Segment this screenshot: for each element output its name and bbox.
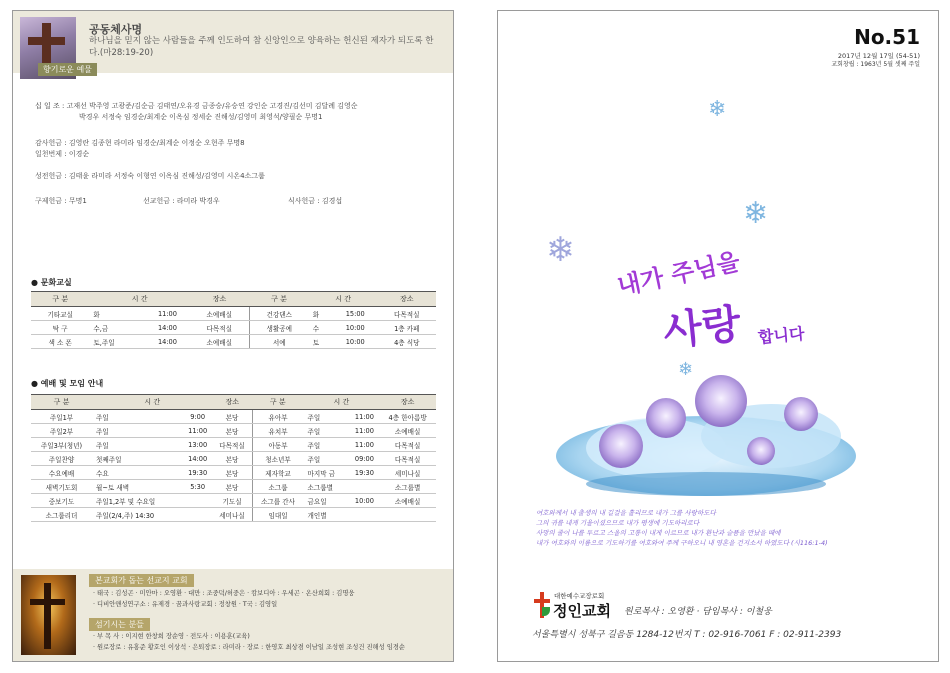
table-cell: 11:00	[145, 307, 190, 321]
column-header: 구 분	[252, 395, 304, 410]
table-header	[31, 292, 436, 307]
column-header: 구 분	[31, 395, 92, 410]
column-header: 구 분	[249, 292, 308, 307]
mission-verse: 하나님을 믿지 않는 사람들을 주께 인도하여 참 신앙인으로 양육하는 헌신된 제자가 되도록 한다.(마28:19-20)	[89, 36, 434, 58]
table-cell	[350, 508, 380, 522]
table-cell: 다목적실	[213, 438, 253, 452]
missions-line-2: · 디비안앤성연구소 : 유제경 · 꿈과사랑교회 : 정창원 · T국 : 김영일	[93, 601, 278, 608]
bulletin-cover-page	[497, 10, 939, 662]
culture-table	[31, 291, 436, 349]
table-cell: 주일	[304, 424, 350, 438]
glowing-cross-photo	[21, 575, 76, 655]
thanks-offering: 감사헌금 : 김영란 김종현 라미라 임경순/최계순 이정순 오현주 무명8	[35, 139, 245, 147]
table-cell: 주일3부(청년)	[31, 438, 92, 452]
table-cell: 색 소 폰	[31, 335, 89, 349]
table-cell	[183, 508, 213, 522]
table-row	[31, 452, 436, 466]
table-cell: 화	[309, 307, 333, 321]
table-cell: 기도실	[213, 494, 253, 508]
table-cell: 9:00	[183, 410, 213, 424]
table-cell: 10:00	[350, 494, 380, 508]
column-header: 시 간	[304, 395, 380, 410]
church-address: 서울특별시 성북구 길음동 1284-12번지 T : 02-916-7061 F : 02-911-2393	[532, 630, 842, 640]
table-cell: 주일1부	[31, 410, 92, 424]
snowflake-icon: ❄	[546, 230, 575, 270]
table-cell: 수	[309, 321, 333, 335]
table-cell: 세미나실	[213, 508, 253, 522]
table-cell: 소예배실	[190, 335, 249, 349]
table-cell: 13:00	[183, 438, 213, 452]
table-row	[31, 508, 436, 522]
snowflake-icon: ❄	[743, 196, 769, 231]
table-cell: 본당	[213, 424, 253, 438]
table-cell: 토,주일	[89, 335, 145, 349]
table-cell: 소그룹	[252, 480, 304, 494]
table-cell: 소예배실	[379, 424, 436, 438]
table-cell: 소그룹리더	[31, 508, 92, 522]
table-cell: 11:00	[350, 438, 380, 452]
table-cell: 본당	[213, 466, 253, 480]
table-cell: 화	[89, 307, 145, 321]
table-cell: 마지막 금	[304, 466, 350, 480]
table-cell: 임대일	[252, 508, 304, 522]
table-cell: 월~토 새벽	[92, 480, 183, 494]
poem-line: 그의 귀를 내게 기울이셨으므로 내가 평생에 기도하리로다	[536, 519, 700, 527]
table-cell: 4층 식당	[378, 335, 436, 349]
table-header	[31, 395, 436, 410]
table-cell: 소그룹 간사	[252, 494, 304, 508]
table-cell: 생활공예	[249, 321, 308, 335]
table-cell: 건강댄스	[249, 307, 308, 321]
table-cell: 11:00	[350, 424, 380, 438]
table-cell: 19:30	[350, 466, 380, 480]
poem-line: 내가 여호와의 이름으로 기도하기를 여호와여 주께 구하오니 내 영혼을 건지소서 하였도다 (시116:1-4)	[536, 539, 828, 547]
offering-tag: 향기로운 예물	[38, 63, 97, 76]
tithe-block	[35, 101, 358, 123]
table-cell: 19:30	[183, 466, 213, 480]
pastors: 원로목사 : 오영환 · 담임목사 : 이철웅	[624, 607, 772, 617]
table-cell: 아동부	[252, 438, 304, 452]
table-cell	[350, 480, 380, 494]
table-cell: 주일(2/4,주) 14:30	[92, 508, 183, 522]
table-row	[31, 335, 436, 349]
snowflake-icon: ❄	[678, 359, 694, 380]
table-cell: 주일	[92, 438, 183, 452]
table-cell: 5:30	[183, 480, 213, 494]
worship-table	[31, 394, 436, 522]
table-cell: 중보기도	[31, 494, 92, 508]
founded-date: 교회창립 : 1963년 5월 셋째 주일	[831, 61, 920, 68]
table-cell: 주일	[304, 452, 350, 466]
mission-offering: 선교헌금 : 라미라 박경우	[143, 197, 220, 205]
scripture-poem	[536, 508, 916, 548]
table-cell	[183, 494, 213, 508]
table-cell: 소예배실	[379, 494, 436, 508]
column-header: 시 간	[309, 292, 378, 307]
table-cell: 주일	[304, 438, 350, 452]
table-cell: 유아부	[252, 410, 304, 424]
poem-line: 사망의 줄이 나를 두르고 스올의 고통이 내게 이르므로 내가 환난과 슬픔을 만났을 때에	[536, 529, 781, 537]
table-cell: 청소년부	[252, 452, 304, 466]
table-cell: 세미나실	[379, 466, 436, 480]
cover-title-line-1: 내가 주님을	[614, 246, 743, 301]
table-cell: 14:00	[183, 452, 213, 466]
table-cell: 4층 한아름방	[379, 410, 436, 424]
table-cell: 10:00	[333, 321, 378, 335]
table-cell: 다목적실	[190, 321, 249, 335]
table-cell: 새벽기도회	[31, 480, 92, 494]
table-cell: 본당	[213, 480, 253, 494]
table-cell: 기타교실	[31, 307, 89, 321]
servants-line-1: · 부 목 사 : 이지현 한창희 장순영 · 전도사 : 이용훈(교육)	[93, 633, 250, 640]
denomination: 대한예수교장로회	[554, 592, 605, 600]
building-offering: 성전헌금 : 김태윤 라미라 서정숙 이형연 이옥심 진해성/김영미 시온4소그룹	[35, 172, 265, 180]
table-row	[31, 307, 436, 321]
table-cell: 다목적실	[379, 452, 436, 466]
table-cell: 다목적실	[378, 307, 436, 321]
table-cell: 본당	[213, 410, 253, 424]
table-cell: 금요일	[304, 494, 350, 508]
snow-flower-illustration	[546, 356, 866, 501]
table-row	[31, 321, 436, 335]
issue-number: No.51	[854, 25, 920, 49]
table-cell: 본당	[213, 452, 253, 466]
table-cell: 14:00	[145, 321, 190, 335]
table-cell: 소그룹별	[304, 480, 350, 494]
table-row	[31, 480, 436, 494]
table-row	[31, 466, 436, 480]
table-cell: 주일	[304, 410, 350, 424]
table-cell: 10:00	[333, 335, 378, 349]
missions-heading: 본교회가 돕는 선교지 교회	[89, 574, 194, 587]
table-cell: 주일2부	[31, 424, 92, 438]
thousand-offering: 일천번제 : 이경순	[35, 150, 90, 158]
table-cell: 유치부	[252, 424, 304, 438]
table-cell: 소그룹별	[379, 480, 436, 494]
table-cell: 11:00	[350, 410, 380, 424]
table-row	[31, 424, 436, 438]
column-header: 장소	[213, 395, 253, 410]
column-header: 장소	[190, 292, 249, 307]
table-cell: 첫째주일	[92, 452, 183, 466]
table-cell: 주일찬양	[31, 452, 92, 466]
column-header: 시 간	[92, 395, 212, 410]
cover-title-line-3: 합니다	[757, 324, 806, 347]
table-cell	[379, 508, 436, 522]
culture-title: ● 문화교실	[31, 278, 72, 287]
tithe-label: 십 일 조	[35, 102, 60, 110]
table-row	[31, 438, 436, 452]
meal-offering: 식사헌금 : 김경섭	[288, 197, 343, 205]
table-cell: 11:00	[183, 424, 213, 438]
issue-date: 2017년 12월 17일 (54-51)	[837, 52, 920, 60]
snowflake-icon: ❄	[708, 97, 727, 122]
church-logo-icon	[534, 592, 550, 618]
relief-offering: 구제헌금 : 무명1	[35, 197, 87, 205]
table-cell: 09:00	[350, 452, 380, 466]
table-cell: 서예	[249, 335, 308, 349]
mission-title: 공동체사명	[89, 23, 143, 36]
missions-line-1: · 태국 : 김성곤 · 미안마 : 오영환 · 대만 : 조중덕/허중은 · 캄보디아 : 우세곤 · 온산희회 : 김명웅	[93, 590, 355, 597]
tithe-names: : 고재선 박주영 고광준/김순금 김태연/오유경 금종승/유승연 강인순 고경진/김선미 김달례 김영순	[61, 102, 358, 110]
column-header: 장소	[379, 395, 436, 410]
table-cell: 주일	[92, 424, 183, 438]
table-cell: 개인별	[304, 508, 350, 522]
column-header: 구 분	[31, 292, 89, 307]
table-cell: 수요예배	[31, 466, 92, 480]
tithe-names-cont: 박경우 서정숙 임경순/최계순 이옥심 정세순 진해성/김영미 최영석/양필순 무명1	[79, 113, 323, 121]
table-row	[31, 410, 436, 424]
table-cell: 제자학교	[252, 466, 304, 480]
servants-line-2: · 원로장로 : 유홍준 황호인 이상석 · 은퇴장로 : 라미라 · 장로 : 한영호 최상겸 이남일 조성현 조성건 진해성 임경순	[93, 644, 405, 651]
table-cell: 주일	[92, 410, 183, 424]
column-header: 시 간	[89, 292, 189, 307]
servants-heading: 섬기시는 분들	[89, 618, 150, 631]
table-row	[31, 494, 436, 508]
column-header: 장소	[378, 292, 436, 307]
table-cell: 다목적실	[379, 438, 436, 452]
table-cell: 주일1,2부 및 수요일	[92, 494, 183, 508]
table-cell: 수요	[92, 466, 183, 480]
worship-title: ● 예배 및 모임 안내	[31, 379, 104, 388]
bulletin-inner-page	[12, 10, 454, 662]
table-cell: 소예배실	[190, 307, 249, 321]
table-cell: 탁 구	[31, 321, 89, 335]
cover-title-line-2: 사랑	[661, 300, 743, 355]
table-cell: 수,금	[89, 321, 145, 335]
table-cell: 1층 카페	[378, 321, 436, 335]
table-cell: 15:00	[333, 307, 378, 321]
table-cell: 14:00	[145, 335, 190, 349]
church-name: 정인교회	[553, 602, 611, 620]
poem-line: 여호와께서 내 출생의 내 길걸을 흘리므로 내가 그를 사랑하도다	[536, 509, 716, 517]
table-cell: 토	[309, 335, 333, 349]
